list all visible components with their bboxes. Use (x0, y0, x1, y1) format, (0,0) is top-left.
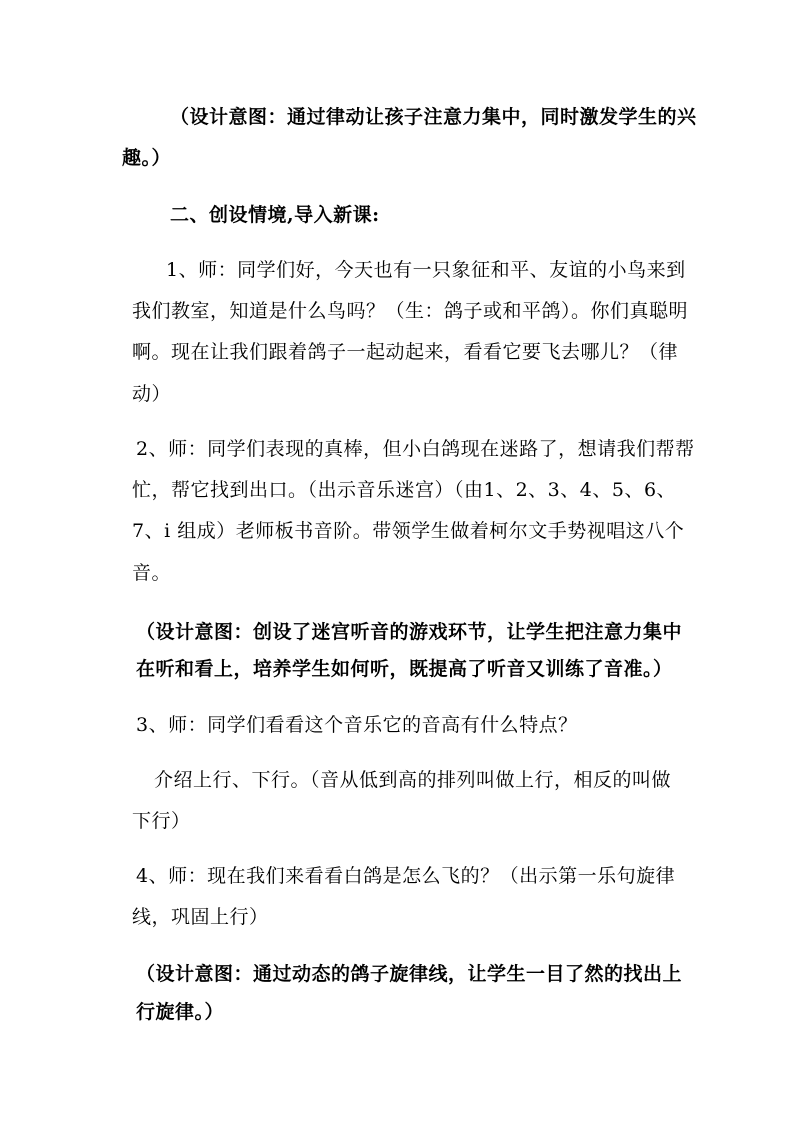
step-2-line-1: 2、师：同学们表现的真棒，但小白鸽现在迷路了，想请我们帮帮 (136, 438, 695, 460)
step-1-line-2: 我们教室，知道是什么鸟吗？（生：鸽子或和平鸽）。你们真聪明 (132, 300, 689, 322)
step-4-line-2: 线，巩固上行） (132, 906, 269, 928)
step-2-line-4: 音。 (132, 562, 172, 584)
design-intent-2-line-1: （设计意图：创设了迷宫听音的游戏环节，让学生把注意力集中 (136, 621, 683, 643)
design-intent-1-line-2: 趣。） (122, 147, 172, 169)
step-2-line-3: 7、i 组成）老师板书音阶。带领学生做着柯尔文手势视唱这八个 (132, 520, 685, 542)
design-intent-2-line-2: 在听和看上，培养学生如何听，既提高了听音又训练了音准。） (136, 658, 673, 680)
intro-ascend-line-1: 介绍上行、下行。（音从低到高的排列叫做上行，相反的叫做 (154, 769, 672, 791)
step-3-line-1: 3、师：同学们看看这个音乐它的音高有什么特点？ (136, 714, 578, 736)
step-1-line-3: 啊。现在让我们跟着鸽子一起动起来，看看它要飞去哪儿？（律 (132, 341, 679, 363)
design-intent-3-line-1: （设计意图：通过动态的鸽子旋律线，让学生一目了然的找出上 (136, 963, 683, 985)
step-2-line-2: 忙，帮它找到出口。（出示音乐迷宫）（由1、2、3、4、5、6、 (132, 479, 677, 501)
intro-ascend-line-2: 下行） (132, 810, 191, 832)
design-intent-1-line-1: （设计意图：通过律动让孩子注意力集中，同时激发学生的兴 (170, 106, 697, 128)
step-4-line-1: 4、师：现在我们来看看白鸽是怎么飞的？（出示第一乐句旋律 (136, 865, 676, 887)
section-heading: 二、创设情境,导入新课: (170, 204, 380, 226)
step-1-line-4: 动） (132, 383, 172, 405)
design-intent-3-line-2: 行旋律。） (136, 1001, 225, 1023)
step-1-line-1: 1、师：同学们好，今天也有一只象征和平、友谊的小鸟来到 (166, 259, 686, 281)
